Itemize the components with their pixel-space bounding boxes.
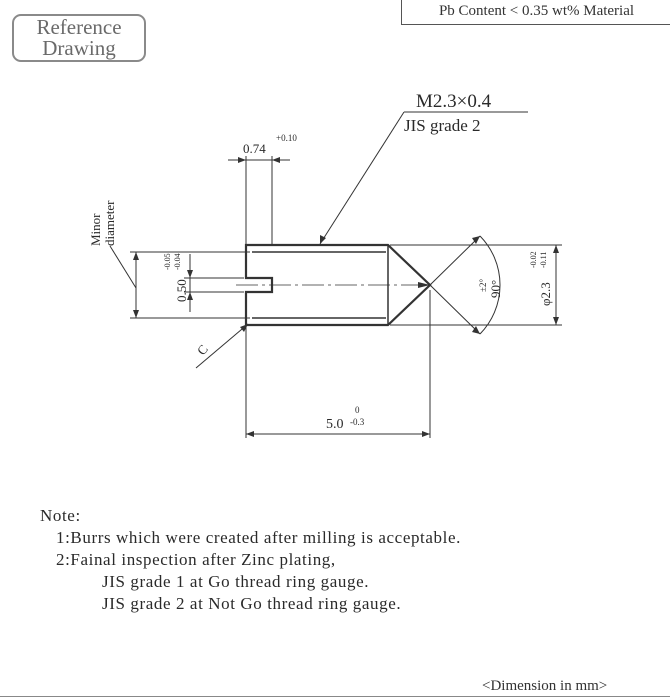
length-tol-upper: 0 (355, 405, 360, 415)
length-tol-lower: -0.3 (350, 417, 365, 427)
note-item: 1:Burrs which were created after milling is acceptable. (56, 528, 461, 547)
point-angle-label: 90° (488, 279, 503, 298)
angle-leg-bottom (430, 285, 480, 334)
note-item: JIS grade 2 at Not Go thread ring gauge. (102, 594, 402, 613)
slot-width-label: 0.74 (243, 141, 266, 156)
minor-diameter-label-2: diameter (102, 200, 117, 246)
arrowhead (272, 157, 280, 163)
slot-depth-tol-upper: -0.05 (163, 253, 172, 270)
arrowhead (187, 270, 193, 278)
arrowhead (553, 245, 559, 253)
arrowhead (553, 317, 559, 325)
note-item: 2:Fainal inspection after Zinc plating, (56, 550, 336, 569)
note-item: JIS grade 1 at Go thread ring gauge. (102, 572, 370, 591)
minor-diameter-label-1: Minor (88, 213, 103, 246)
chamfer-label: C (193, 341, 211, 358)
bottom-rule (0, 696, 670, 697)
outer-diameter-tol-upper: -0.02 (529, 251, 538, 268)
thread-leader (320, 112, 404, 244)
notes-heading: Note: (40, 506, 81, 525)
angle-leg-top (430, 236, 480, 285)
notes-block (40, 505, 461, 615)
length-label: 5.0 (326, 417, 344, 432)
outer-diameter-label: φ2.3 (538, 282, 553, 306)
point-angle-tol: ±2° (478, 278, 488, 292)
material-note: Pb Content < 0.35 wt% Material (438, 3, 635, 19)
arrowhead (246, 431, 254, 437)
thread-spec-label: M2.3×0.4 (416, 91, 492, 112)
thread-grade-label: JIS grade 2 (404, 116, 481, 135)
dimension-unit-note: <Dimension in mm> (482, 678, 608, 694)
slot-depth-label: 0.50 (174, 279, 189, 302)
drawing-label: Drawing (42, 36, 116, 60)
outer-diameter-tol-lower: -0.11 (539, 251, 548, 268)
arrowhead (422, 431, 430, 437)
arrowhead (240, 324, 248, 332)
slot-depth-tol-lower: -0.04 (173, 253, 182, 270)
arrowhead (238, 157, 246, 163)
arrowhead (133, 310, 139, 318)
arrowhead (133, 252, 139, 260)
reference-label: Reference (36, 15, 122, 39)
slot-width-tol: +0.10 (276, 133, 297, 143)
